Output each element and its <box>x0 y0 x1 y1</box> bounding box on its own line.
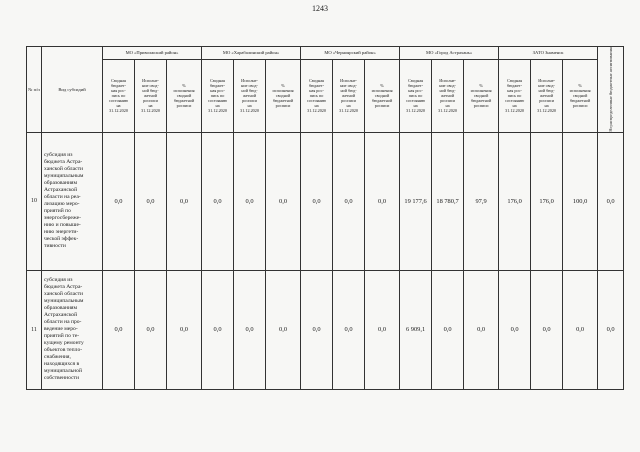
value-cell: 0,0 <box>598 270 624 389</box>
sub-header-line: Сводная <box>408 78 423 84</box>
sub-header <box>234 59 266 132</box>
sub-header-line: 31.12.2020 <box>141 108 160 114</box>
subsidy-name-line: приятий по <box>44 208 71 215</box>
subsidy-name <box>42 270 103 389</box>
sub-header-line: ной бюд- <box>538 88 555 94</box>
sub-header-line: пись по <box>408 93 423 99</box>
sub-header-line: состоянию <box>207 98 228 104</box>
sub-header-line: состоянию <box>504 98 525 104</box>
sub-header-line: Исполне- <box>142 78 159 84</box>
subsidy-name-line: области на реа- <box>44 194 81 201</box>
sub-header <box>400 59 432 132</box>
sub-header-line: на <box>215 103 220 109</box>
sub-header-line: на <box>346 103 351 109</box>
subsidy-name-line: кущему ремонту <box>44 340 84 347</box>
sub-header-line: росписи <box>242 98 257 104</box>
sub-header-line: росписи <box>539 98 554 104</box>
subsidy-name-line: лизацию меро- <box>44 201 80 208</box>
value-cell: 0,0 <box>365 132 400 270</box>
sub-header-line: 31.12.2020 <box>240 108 259 114</box>
subsidy-name-line: образованиям <box>44 180 78 187</box>
sub-header <box>531 59 563 132</box>
value-cell: 0,0 <box>202 270 234 389</box>
sub-header-line: сводной <box>374 93 390 99</box>
subsidy-name-line: Астраханской <box>44 187 78 194</box>
value-cell: 100,0 <box>563 132 598 270</box>
sub-header-line: ная рос- <box>507 88 522 94</box>
header-num: № п/п <box>27 47 42 133</box>
value-cell: 0,0 <box>135 132 167 270</box>
sub-header-line: ной бюд- <box>241 88 258 94</box>
subsidy-name-line: бюджета Астра- <box>44 284 83 291</box>
sub-header-line: на <box>247 103 252 109</box>
sub-header-line: бюджет- <box>507 83 523 89</box>
subsidy-name-line: муниципальным <box>44 173 84 180</box>
value-cell: 0,0 <box>234 270 266 389</box>
group-header: МО «Черноярский район» <box>301 47 400 60</box>
row-number: 11 <box>27 270 42 389</box>
sub-header-line: росписи <box>440 98 455 104</box>
subsidy-name-line: субсидия из <box>44 152 73 159</box>
sub-header <box>167 59 202 132</box>
subsidy-name-line: нию и повыше- <box>44 222 81 229</box>
sub-header-line: сводной <box>473 93 489 99</box>
sub-header-line: ной бюд- <box>340 88 357 94</box>
sub-header-line: исполнения <box>272 88 294 94</box>
value-cell: 0,0 <box>202 132 234 270</box>
value-cell: 0,0 <box>531 270 563 389</box>
subsidy-name-line: снабжения, <box>44 354 71 361</box>
subsidy-name-line: муниципальной <box>44 368 82 375</box>
sub-header <box>499 59 531 132</box>
sub-header-line: на <box>445 103 450 109</box>
sub-header-line: исполнения <box>470 88 492 94</box>
sub-header-line: бюджет- <box>209 83 226 89</box>
value-cell: 18 780,7 <box>432 132 464 270</box>
value-cell: 0,0 <box>266 132 301 270</box>
sub-header-line: % <box>578 83 582 89</box>
subsidy-name-line: приятий по те- <box>44 333 80 340</box>
sub-header-line: пись по <box>111 93 126 99</box>
subsidy-table <box>26 46 624 390</box>
subsidy-name-line: собственности <box>44 375 79 382</box>
sub-header-line: % <box>182 83 186 89</box>
sub-header-line: росписи <box>572 103 588 109</box>
sub-header-line: жетной <box>242 93 257 99</box>
subsidy-name-line: муниципальным <box>44 298 84 305</box>
sub-header-line: сводной <box>572 93 588 99</box>
sub-header-line: 31.12.2020 <box>438 108 457 114</box>
sub-header-line: росписи <box>341 98 356 104</box>
sub-header-line: ние свод- <box>439 83 456 89</box>
subsidy-name-line: ведение меро- <box>44 326 78 333</box>
sub-header-line: на <box>116 103 121 109</box>
subsidy-name-line: находящихся в <box>44 361 80 368</box>
value-cell: 0,0 <box>499 270 531 389</box>
sub-header-line: состоянию <box>108 98 129 104</box>
sub-header-line: на <box>544 103 549 109</box>
value-cell: 0,0 <box>167 270 202 389</box>
value-cell: 0,0 <box>103 270 135 389</box>
sub-header <box>103 59 135 132</box>
value-cell: 0,0 <box>301 132 333 270</box>
sub-header-line: ная рос- <box>210 88 225 94</box>
subsidy-name-line: объектов тепло- <box>44 347 83 354</box>
sub-header-line: ние свод- <box>340 83 357 89</box>
value-cell: 0,0 <box>135 270 167 389</box>
sub-header-line: на <box>512 103 517 109</box>
subsidy-name-line: области на про- <box>44 319 82 326</box>
sub-header-line: росписи <box>374 103 390 109</box>
header-unallocated-label: Нераспределенные бюджетные ассигнования <box>608 47 614 132</box>
subsidy-name <box>42 132 103 270</box>
row-number: 10 <box>27 132 42 270</box>
subsidy-name-line: энергосбереже- <box>44 215 81 222</box>
sub-header-line: % <box>281 83 285 89</box>
sub-header-line: пись по <box>507 93 522 99</box>
sub-header-line: бюджет- <box>308 83 325 89</box>
sub-header-line: пись по <box>210 93 225 99</box>
sub-header <box>202 59 234 132</box>
sub-header-line: 31.12.2020 <box>537 108 557 114</box>
value-cell: 97,9 <box>464 132 499 270</box>
value-cell: 0,0 <box>432 270 464 389</box>
group-header: МО «Харабалинский район» <box>202 47 301 60</box>
sub-header-line: жетной <box>143 93 158 99</box>
subsidy-name-line: бюджета Астра- <box>44 159 83 166</box>
sub-header-line: Сводная <box>309 78 324 84</box>
subsidy-name-line: субсидия из <box>44 277 73 284</box>
value-cell: 0,0 <box>598 132 624 270</box>
sub-header-line: 31.12.2020 <box>109 108 128 114</box>
sub-header-line: росписи <box>473 103 489 109</box>
sub-header-line: 31.12.2020 <box>208 108 227 114</box>
table-row <box>27 132 624 270</box>
sub-header-line: ние свод- <box>142 83 159 89</box>
sub-header-line: Сводная <box>111 78 126 84</box>
sub-header-line: состоянию <box>306 98 327 104</box>
subsidy-name-line: образованиям <box>44 305 78 312</box>
sub-header-line: пись по <box>309 93 324 99</box>
sub-header-line: 31.12.2020 <box>505 108 525 114</box>
value-cell: 0,0 <box>365 270 400 389</box>
sub-header-line: ная рос- <box>408 88 423 94</box>
value-cell: 0,0 <box>167 132 202 270</box>
sub-header-line: сводной <box>275 93 291 99</box>
table-row <box>27 270 624 389</box>
group-header: ЗАТО Знаменск <box>499 47 598 60</box>
sub-header-line: состоянию <box>405 98 426 104</box>
sub-header-line: бюджет- <box>408 83 424 89</box>
sub-header <box>135 59 167 132</box>
subsidy-name-line: ческой эффек- <box>44 236 79 243</box>
sub-header-line: ная рос- <box>111 88 126 94</box>
sub-header-line: ная рос- <box>309 88 324 94</box>
sub-header-line: Исполне- <box>439 78 456 84</box>
value-cell: 0,0 <box>301 270 333 389</box>
value-cell: 0,0 <box>103 132 135 270</box>
sub-header-line: жетной <box>341 93 356 99</box>
sub-header-line: ние свод- <box>538 83 555 89</box>
sub-header-line: Сводная <box>507 78 523 84</box>
sub-header-line: на <box>314 103 319 109</box>
sub-header-line: на <box>413 103 418 109</box>
sub-header <box>333 59 365 132</box>
subsidy-name-line: ханской области <box>44 166 84 173</box>
header-type: Вид субсидий <box>42 47 103 133</box>
sub-header-line: Сводная <box>210 78 225 84</box>
sub-header-line: % <box>380 83 384 89</box>
sub-header-line: ной бюд- <box>439 88 456 94</box>
sub-header-line: бюджетной <box>173 98 195 104</box>
sub-header <box>464 59 499 132</box>
sub-header-line: бюджетной <box>569 98 591 104</box>
sub-header-line: бюджетной <box>272 98 294 104</box>
subsidy-name-line: тивности <box>44 243 66 250</box>
value-cell: 0,0 <box>333 270 365 389</box>
sub-header-line: росписи <box>275 103 291 109</box>
sub-header-line: бюджетной <box>371 98 393 104</box>
value-cell: 0,0 <box>234 132 266 270</box>
sub-header-line: бюджет- <box>110 83 127 89</box>
sub-header-line: на <box>148 103 153 109</box>
value-cell: 176,0 <box>531 132 563 270</box>
sub-header <box>365 59 400 132</box>
group-header: МО «Город Астрахань» <box>400 47 499 60</box>
sub-header-line: 31.12.2020 <box>307 108 326 114</box>
value-cell: 19 177,6 <box>400 132 432 270</box>
subsidy-name-line: ханской области <box>44 291 84 298</box>
sub-header-line: росписи <box>176 103 192 109</box>
sub-header <box>432 59 464 132</box>
sub-header-line: исполнения <box>569 88 591 94</box>
page-number: 1243 <box>312 4 328 13</box>
value-cell: 0,0 <box>563 270 598 389</box>
header-unallocated <box>598 47 624 133</box>
value-cell: 6 909,1 <box>400 270 432 389</box>
sub-header-line: Исполне- <box>241 78 258 84</box>
sub-header-line: жетной <box>441 93 455 99</box>
sub-header <box>563 59 598 132</box>
sub-header-line: Исполне- <box>340 78 357 84</box>
sub-header <box>301 59 333 132</box>
value-cell: 0,0 <box>266 270 301 389</box>
sub-header-line: ной бюд- <box>142 88 159 94</box>
subsidy-name-line: Астраханской <box>44 312 78 319</box>
sub-header-line: бюджетной <box>470 98 492 104</box>
value-cell: 0,0 <box>464 270 499 389</box>
sub-header-line: ние свод- <box>241 83 258 89</box>
sub-header-line: 31.12.2020 <box>339 108 358 114</box>
sub-header-line: % <box>479 83 483 89</box>
sub-header-line: жетной <box>540 93 554 99</box>
sub-header <box>266 59 301 132</box>
group-header: МО «Приволжский район» <box>103 47 202 60</box>
sub-header-line: исполнения <box>173 88 195 94</box>
subsidy-name-line: нию энергети- <box>44 229 79 236</box>
sub-header-line: исполнения <box>371 88 393 94</box>
sub-header-line: Исполне- <box>538 78 555 84</box>
value-cell: 176,0 <box>499 132 531 270</box>
sub-header-line: росписи <box>143 98 158 104</box>
sub-header-line: 31.12.2020 <box>406 108 425 114</box>
sub-header-line: сводной <box>176 93 192 99</box>
value-cell: 0,0 <box>333 132 365 270</box>
